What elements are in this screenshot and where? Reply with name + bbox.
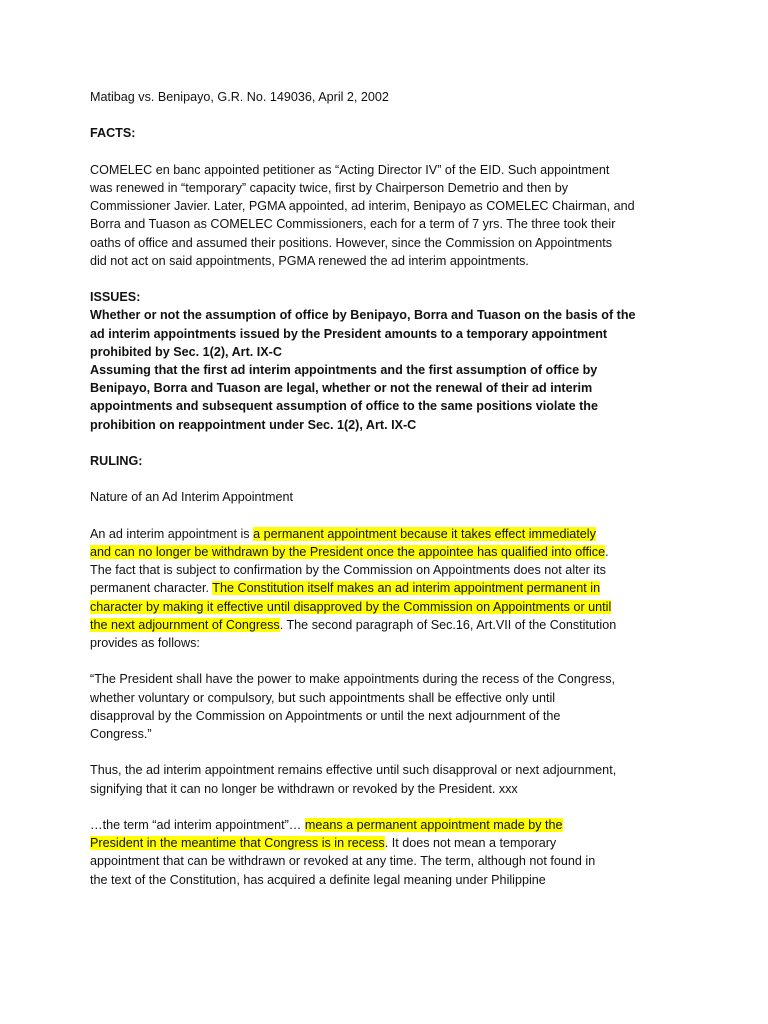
issues-line: Benipayo, Borra and Tuason are legal, whether or not the renewal of their ad interim: [90, 381, 593, 396]
text-run: An ad interim appointment is: [90, 526, 254, 541]
issues-line: Whether or not the assumption of office by Benipayo, Borra and Tuason on the basis of the: [90, 308, 636, 323]
section-subheading: Nature of an Ad Interim Appointment: [90, 490, 294, 505]
facts-line: did not act on said appointments, PGMA renewed the ad interim appointments.: [90, 253, 529, 268]
text-run: . The second paragraph of Sec.16, Art.VII of the Constitution: [279, 617, 617, 632]
text-run: .: [605, 544, 609, 559]
issues-line: ad interim appointments issued by the President amounts to a temporary appointment: [90, 326, 608, 341]
issues-line: prohibition on reappointment under Sec. 1(2), Art. IX-C: [90, 417, 417, 432]
quote-line: Congress.”: [90, 727, 152, 741]
issues-line: appointments and subsequent assumption of office to the same positions violate the: [90, 399, 599, 414]
definition-line: appointment that can be withdrawn or revoked at any time. The term, although not found in: [90, 854, 596, 869]
highlighted-text: character by making it effective until disapproved by the Commission on Appointments or until: [90, 599, 612, 614]
constitution-quote: [90, 670, 684, 743]
issues-line: prohibited by Sec. 1(2), Art. IX-C: [90, 344, 282, 359]
definition-line: [90, 834, 684, 852]
ruling-heading: RULING:: [90, 454, 143, 468]
highlighted-text: President in the meantime that Congress is in recess: [90, 836, 385, 851]
highlighted-text: means a permanent appointment made by the: [304, 817, 563, 832]
highlighted-text: and can no longer be withdrawn by the President once the appointee has qualified into office: [90, 544, 606, 559]
conclusion-line: Thus, the ad interim appointment remains effective until such disapproval or next adjournment,: [90, 763, 617, 778]
ruling-line: [90, 598, 684, 616]
text-run: permanent character.: [90, 581, 213, 596]
definition-line: the text of the Constitution, has acquired a definite legal meaning under Philippine: [90, 872, 546, 887]
facts-line: Commissioner Javier. Later, PGMA appointed, ad interim, Benipayo as COMELEC Chairman, and: [90, 199, 635, 214]
quote-line: whether voluntary or compulsory, but such appointments shall be effective only until: [90, 690, 556, 705]
quote-line: disapproval by the Commission on Appointments or until the next adjournment of the: [90, 708, 561, 723]
facts-heading: FACTS:: [90, 126, 136, 141]
definition-paragraph: [90, 816, 684, 889]
issues-paragraph: [90, 306, 684, 433]
ruling-line: provides as follows:: [90, 636, 200, 650]
conclusion-paragraph: [90, 761, 684, 797]
facts-line: Borra and Tuason as COMELEC Commissioners, each for a term of 7 yrs. The three took their: [90, 217, 616, 232]
ruling-line: [90, 525, 684, 543]
ruling-line: [90, 543, 684, 561]
text-run: . It does not mean a temporary: [384, 836, 557, 851]
conclusion-line: signifying that it can no longer be withdrawn or revoked by the President. xxx: [90, 781, 518, 796]
document-body: [90, 88, 684, 889]
ruling-line: The fact that is subject to confirmation by the Commission on Appointments does not alter its: [90, 563, 606, 578]
highlighted-text: the next adjournment of Congress: [90, 617, 280, 632]
case-title: Matibag vs. Benipayo, G.R. No. 149036, April 2, 2002: [90, 90, 389, 104]
text-run: …the term “ad interim appointment”…: [90, 817, 305, 832]
quote-line: “The President shall have the power to make appointments during the recess of the Congress,: [90, 672, 616, 687]
facts-paragraph: [90, 161, 684, 270]
facts-line: was renewed in “temporary” capacity twice, first by Chairperson Demetrio and then by: [90, 180, 569, 195]
ruling-paragraph: [90, 525, 684, 652]
issues-heading: ISSUES:: [90, 290, 141, 305]
definition-line: [90, 816, 684, 834]
ruling-line: [90, 616, 684, 634]
ruling-line: [90, 579, 684, 597]
facts-line: oaths of office and assumed their positions. However, since the Commission on Appointments: [90, 235, 612, 250]
facts-line: COMELEC en banc appointed petitioner as “Acting Director IV” of the EID. Such appointment: [90, 162, 610, 177]
highlighted-text: a permanent appointment because it takes effect immediately: [253, 526, 596, 541]
issues-line: Assuming that the first ad interim appointments and the first assumption of office by: [90, 363, 598, 377]
highlighted-text: The Constitution itself makes an ad interim appointment permanent in: [212, 581, 601, 596]
